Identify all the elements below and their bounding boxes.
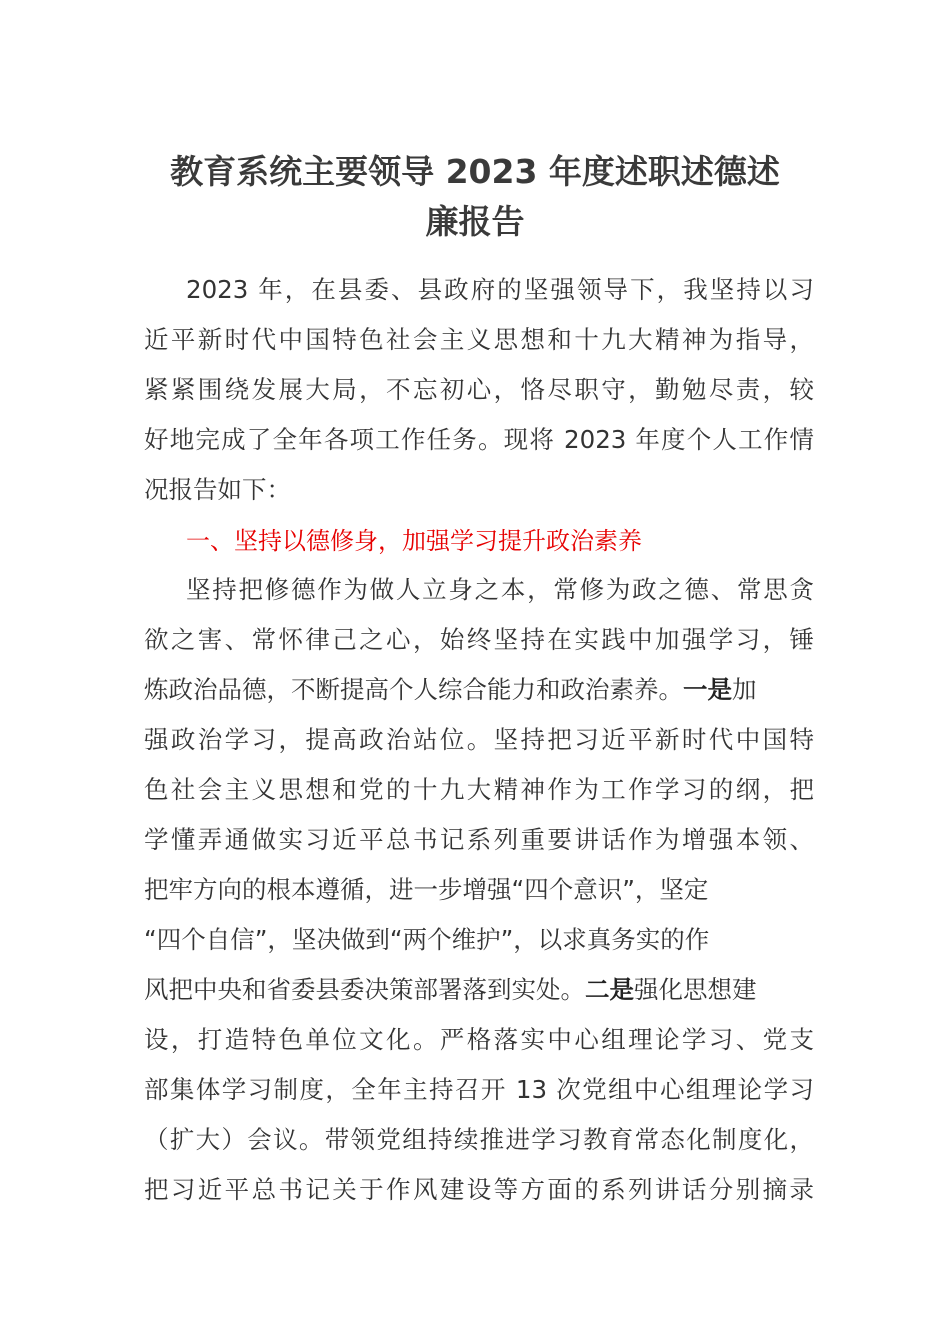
body-line xyxy=(144,675,814,705)
body-line: “四个自信”，坚决做到“两个维护”，以求真务实的作 xyxy=(144,925,710,954)
body-line: 把习近平总书记关于作风建设等方面的系列讲话分别摘录 xyxy=(144,1175,814,1204)
body-line: 欲之害、常怀律己之心，始终坚持在实践中加强学习，锤 xyxy=(144,625,814,654)
intro-line: 好地完成了全年各项工作任务。现将 2023 年度个人工作情 xyxy=(144,425,814,454)
body-line: 把牢方向的根本遵循，进一步增强“四个意识”，坚定 xyxy=(144,875,709,904)
document-title-line-1: 教育系统主要领导 2023 年度述职述德述 xyxy=(170,152,780,191)
body-line: 强政治学习，提高政治站位。坚持把习近平新时代中国特 xyxy=(144,725,814,754)
body-line: （扩大）会议。带领党组持续推进学习教育常态化制度化， xyxy=(144,1125,814,1154)
emphasis-text: 二是 xyxy=(585,975,634,1004)
body-line: 部集体学习制度，全年主持召开 13 次党组中心组理论学习 xyxy=(144,1075,814,1104)
body-text: 加 xyxy=(732,675,757,704)
section-heading: 一、坚持以德修身，加强学习提升政治素养 xyxy=(186,527,642,555)
body-text: 强化思想建 xyxy=(634,975,757,1004)
body-text: 风把中央和省委县委决策部署落到实处。 xyxy=(144,975,585,1004)
body-line xyxy=(144,975,814,1005)
intro-line: 况报告如下： xyxy=(144,475,291,504)
body-line: 设，打造特色单位文化。严格落实中心组理论学习、党支 xyxy=(144,1025,814,1054)
intro-line: 2023 年，在县委、县政府的坚强领导下，我坚持以习 xyxy=(186,275,814,304)
emphasis-text: 一是 xyxy=(683,675,732,704)
body-text: 炼政治品德，不断提高个人综合能力和政治素养。 xyxy=(144,675,683,704)
intro-line: 近平新时代中国特色社会主义思想和十九大精神为指导， xyxy=(144,325,814,354)
document-title-line-2: 廉报告 xyxy=(425,202,525,241)
body-line: 色社会主义思想和党的十九大精神作为工作学习的纲，把 xyxy=(144,775,814,804)
body-line: 学懂弄通做实习近平总书记系列重要讲话作为增强本领、 xyxy=(144,825,814,854)
intro-line: 紧紧围绕发展大局，不忘初心，恪尽职守，勤勉尽责，较 xyxy=(144,375,814,404)
body-line: 坚持把修德作为做人立身之本，常修为政之德、常思贪 xyxy=(186,575,814,604)
